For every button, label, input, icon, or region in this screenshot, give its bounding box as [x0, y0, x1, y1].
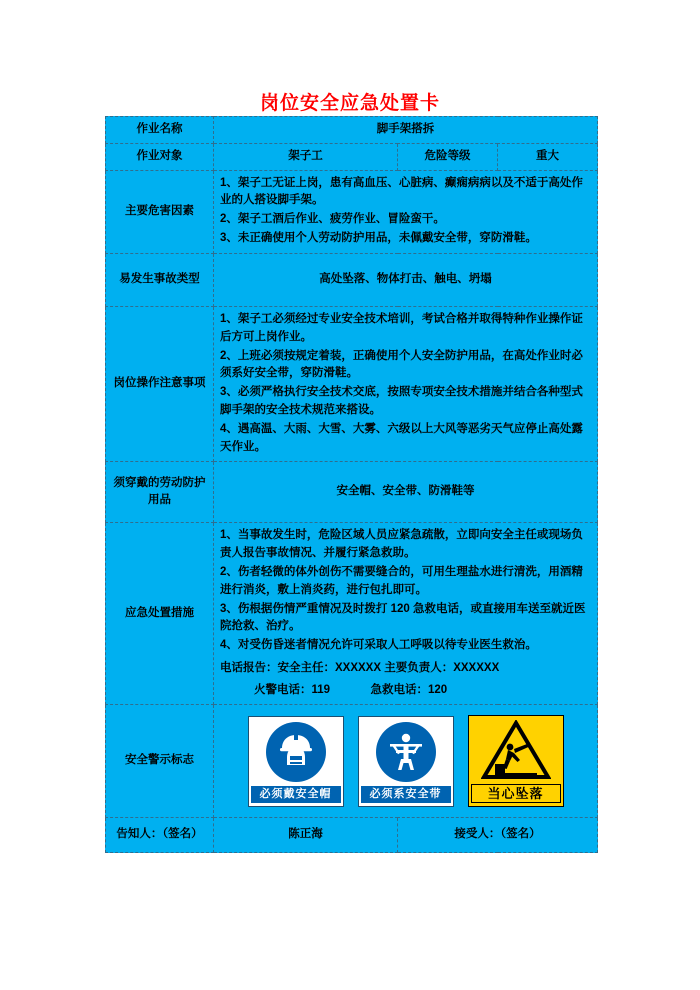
- ppe-value: 安全帽、安全带、防滑鞋等: [214, 462, 598, 523]
- emergency-card-table-container: [105, 116, 597, 853]
- main-hazard-item: 3、未正确使用个人劳动防护用品，未佩戴安全带，穿防滑鞋。: [220, 232, 537, 245]
- job-name-label: 作业名称: [106, 117, 214, 144]
- safety-belt-icon: [382, 728, 430, 776]
- operation-note-item: 4、遇高温、大雨、大雪、大雾、六级以上大风等恶劣天气应停止高处露天作业。: [220, 422, 583, 453]
- table-row: [106, 306, 598, 462]
- table-row: [106, 170, 598, 253]
- must-wear-safety-belt-sign: [358, 716, 454, 807]
- table-row: [106, 117, 598, 144]
- main-hazards-value: [214, 170, 598, 253]
- job-object-value: 架子工: [214, 143, 398, 170]
- table-row: [106, 523, 598, 704]
- beware-of-falling-sign: [468, 715, 564, 808]
- helmet-pictogram: [257, 721, 335, 783]
- table-row: [106, 143, 598, 170]
- accident-types-label: 易发生事故类型: [106, 253, 214, 306]
- emergency-item: 3、伤根据伤情严重情况及时拨打 120 急救电话，或直接用车送至就近医院抢救、治疗。: [220, 602, 586, 633]
- must-wear-helmet-sign: [248, 716, 344, 807]
- ppe-label: 须穿戴的劳动防护用品: [106, 462, 214, 523]
- main-hazards-label: 主要危害因素: [106, 170, 214, 253]
- table-row: [106, 462, 598, 523]
- job-object-label: 作业对象: [106, 143, 214, 170]
- safety-signs-label: 安全警示标志: [106, 704, 214, 818]
- accident-types-value: 高处坠落、物体打击、触电、坍塌: [214, 253, 598, 306]
- operation-note-item: 2、上班必须按规定着装，正确使用个人安全防护用品，在高处作业时必须系好安全带，穿防滑鞋。: [220, 349, 583, 380]
- falling-pictogram: [477, 719, 555, 781]
- helmet-icon: [272, 728, 320, 776]
- main-hazard-item: 1、架子工无证上岗，患有高血压、心脏病、癫痫病病以及不适于高处作业的人搭设脚手架。: [220, 176, 583, 207]
- emergency-item: 4、对受伤昏迷者情况允许可采取人工呼吸以待专业医生救治。: [220, 639, 537, 652]
- fire-phone-label: 火警电话：119: [254, 683, 331, 696]
- warning-triangle-icon: [481, 720, 551, 780]
- safety-signs-group: [220, 709, 591, 814]
- table-row: [106, 704, 598, 818]
- emergency-measures-value: [214, 523, 598, 704]
- risk-level-value: 重大: [498, 143, 598, 170]
- emergency-contact-line: 电话报告：安全主任：XXXXXX 主要负责人：XXXXXX: [220, 662, 500, 675]
- operation-notes-value: [214, 306, 598, 462]
- sign-caption: 必须系安全带: [361, 786, 451, 803]
- emergency-phone-line: [220, 682, 591, 700]
- notifier-label: 告知人：（签名）: [106, 818, 214, 853]
- mandatory-circle: [376, 722, 436, 782]
- operation-notes-label: 岗位操作注意事项: [106, 306, 214, 462]
- safety-signs-value: [214, 704, 598, 818]
- emergency-item: 1、当事故发生时，危险区域人员应紧急疏散，立即向安全主任或现场负责人报告事故情况、并履行紧急救助。: [220, 529, 583, 560]
- sign-caption: 当心坠落: [471, 784, 561, 804]
- emergency-item: 2、伤者轻微的体外创伤不需要缝合的，可用生理盐水进行清洗，用酒精进行消炎，敷上消炎药，进行包扎即可。: [220, 566, 583, 596]
- table-row: [106, 818, 598, 853]
- receiver-label: 接受人：（签名）: [398, 818, 598, 853]
- mandatory-circle: [266, 722, 326, 782]
- emergency-measures-label: 应急处置措施: [106, 523, 214, 704]
- safety-belt-pictogram: [367, 721, 445, 783]
- operation-note-item: 3、必须严格执行安全技术交底，按照专项安全技术措施并结合各种型式脚手架的安全技术规范来搭设。: [220, 386, 583, 416]
- risk-level-label: 危险等级: [398, 143, 498, 170]
- ambulance-phone-label: 急救电话：120: [370, 683, 448, 696]
- emergency-card-table: [105, 116, 598, 853]
- table-row: [106, 253, 598, 306]
- job-name-value: 脚手架搭拆: [214, 117, 598, 144]
- operation-note-item: 1、架子工必须经过专业安全技术培训，考试合格并取得特种作业操作证后方可上岗作业。: [220, 312, 583, 343]
- sign-caption: 必须戴安全帽: [251, 786, 341, 803]
- notifier-value: 陈正海: [214, 818, 398, 853]
- main-hazard-item: 2、架子工酒后作业、疲劳作业、冒险蛮干。: [220, 213, 445, 226]
- page-title: 岗位安全应急处置卡: [259, 93, 440, 114]
